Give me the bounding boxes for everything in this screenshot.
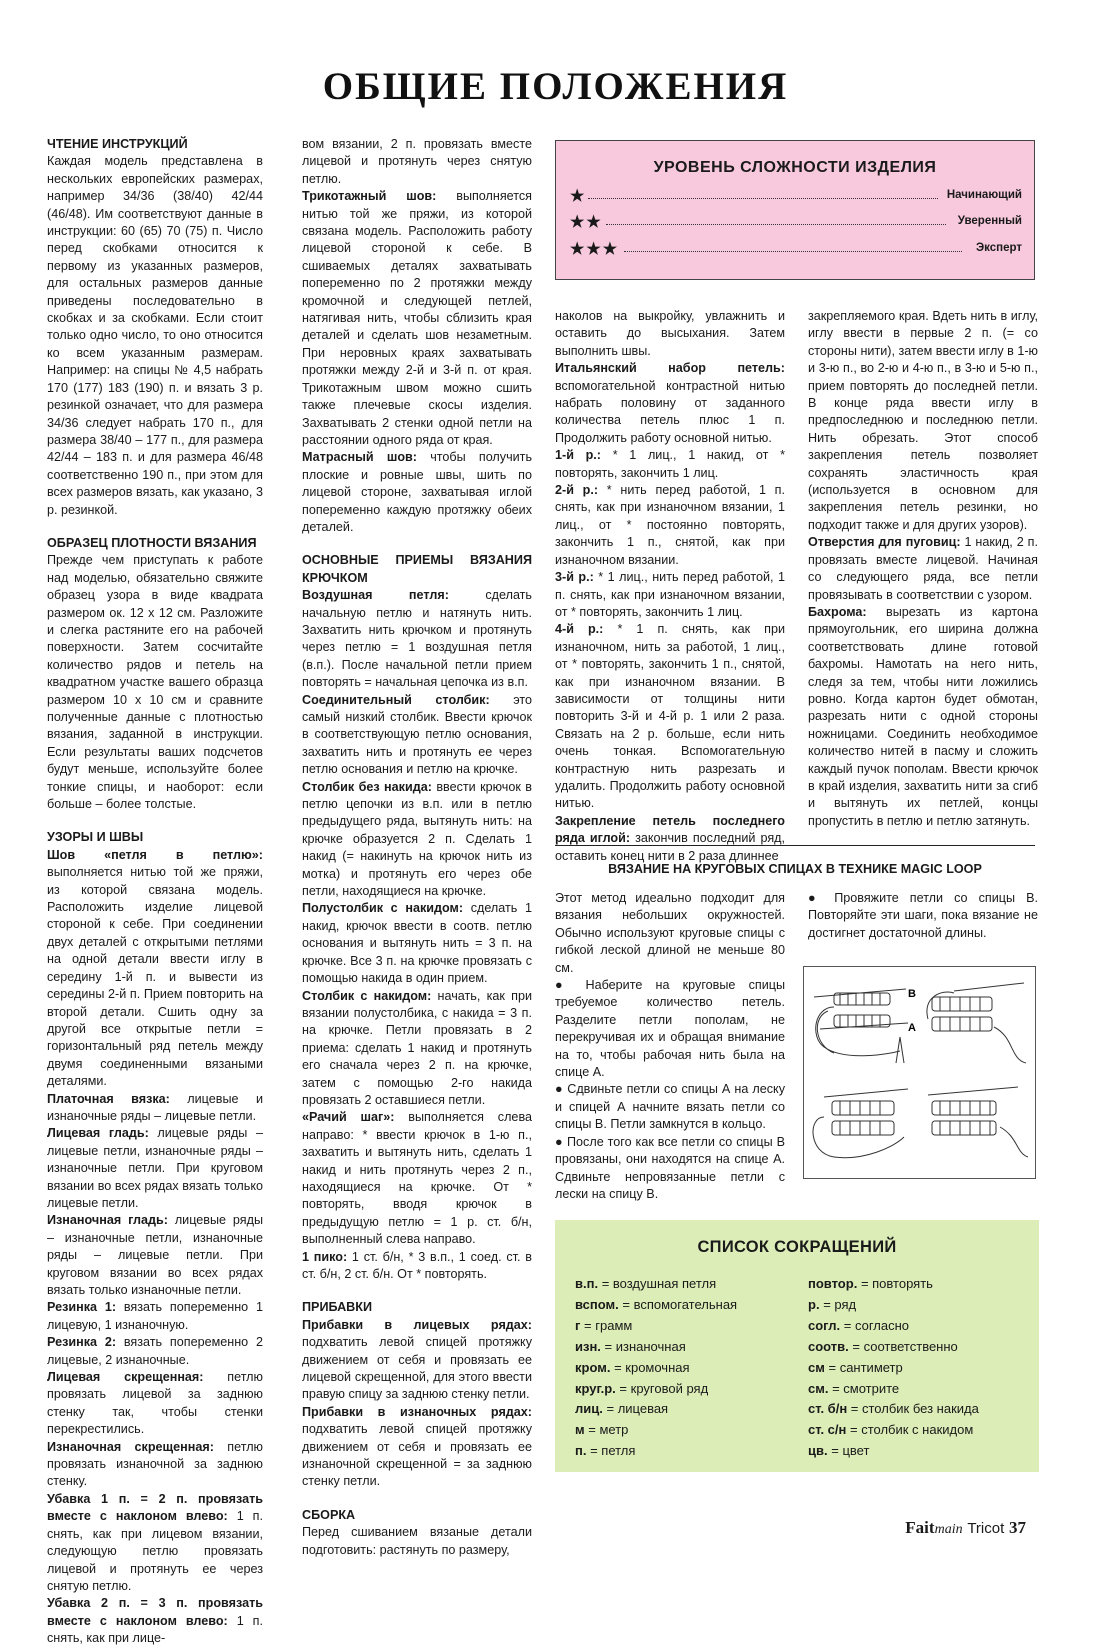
abbreviation-row: п. = петля [575,1443,636,1459]
paragraph-picot: 1 пико: 1 ст. б/н, * 3 в.п., 1 соед. ст. в ст. б/н, 2 ст. б/н. От * повторять. [302,1249,532,1281]
paragraph-gauge: Прежде чем приступать к работе над моделью, обязательно свяжите образец узора в виде квадрата размером ок. 12 х 12 см. Разложите и слегка растяните его на рабочей поверхности. Затем сосчитайте количество рядов и петель на квадратном участке вашего образца размером 10 х 10 см и сравните полученные данные с плотностью вязания, заданной в инструкции. Если результаты ваших подсчетов будут меньше, используйте более тонкие спицы, и наоборот: если больше – более толстые. [47,553,263,812]
column-3 [555,308,785,865]
abbreviation-row: м = метр [575,1422,629,1438]
paragraph-italian-cast-on: Итальянский набор петель: вспомогательной контрастной нитью набрать половину от заданного количества петель плюс 1 п. Продолжить работу основной нитью. [555,361,785,445]
abbreviation-row: вспом. = вспомогательная [575,1296,738,1312]
paragraph-row-3: 3-й р.: * 1 лиц., нить перед работой, 1 п. снять, как при изнаночном вязании, от * повторять, закончить 1 лиц. [555,570,785,619]
section-heading-patterns: УЗОРЫ И ШВЫ [47,830,144,845]
difficulty-level-box [555,140,1035,280]
paragraph-row-4: 4-й р.: * 1 п. снять, как при изнаночном, нить за работой, 1 лиц., от * повторять, закончить 1 п., снятой, как при изнаночном вязании. В зависимости от толщины нити повторить 3-й и 4-й р. 1 или 2 раза. Связать на 2 р. больше, если нить очень тонкая. Вспомогательную контрастную нить разрезать и удалить. Продолжить работу основной нитью. [555,622,786,811]
abbreviation-row: лиц. = лицевая [575,1401,669,1417]
section-heading-crochet: ОСНОВНЫЕ ПРИЕМЫ ВЯЗАНИЯ КРЮЧКОМ [302,553,532,585]
magic-loop-title: ВЯЗАНИЕ НА КРУГОВЫХ СПИЦАХ В ТЕХНИКЕ MAGIC LOOP [608,862,982,876]
paragraph-magic-step-2: ● Сдвиньте петли со спицы А на леску и спицей А начните вязать петли со спицы В. Петли замкнутся в кольцо. [555,1082,785,1132]
paragraph-reading: Каждая модель представлена в нескольких европейских размерах, например 34/36 (38/40) 42/44 (46/48). Им соответствуют данные в инструкции: 60 (65) 70 (75) п. Число перед скобками относится к первому из указанных размеров, для остальных размеров данные приведены последовательно в скобках и за скобками. Если стоит только одно число, то оно относится ко всем указанным размерам. Например: на спицы № 4,5 набрать 170 (177) 183 (190) п. и вязать 3 р. резинкой означает, что для размера 34/36 следует набрать 170 п., для размера 38/40 – 177 п., для размера 42/44 – 183 п. и для размера 46/48 соответственно 190 п., при этом для всех размеров вязать, как указано, 3 р. резинкой. [47,154,263,517]
star-icon: ★ [570,188,587,205]
paragraph-decrease-2: Убавка 2 п. = 3 п. провязать вместе с наклоном влево: 1 п. снять, как при лице- [47,1596,263,1646]
paragraph-twisted-knit: Лицевая скрещенная: петлю провязать лицевой за заднюю стенку так, чтобы стенки перекрестились. [47,1370,263,1437]
section-heading-reading: ЧТЕНИЕ ИНСТРУКЦИЙ [47,137,188,151]
difficulty-row-expert [570,240,1022,260]
abbreviation-row: согл. = согласно [808,1317,910,1333]
abbreviation-row: повтор. = повторять [808,1276,933,1291]
magic-loop-left [555,890,785,1203]
paragraph-rib-1: Резинка 1: вязать попеременно 1 лицевую, 1 изнаночную. [47,1300,263,1332]
magazine-logo-main: main [934,1522,963,1537]
needle-a-label: A [908,1022,916,1034]
abbreviation-row: в.п. = воздушная петля [575,1276,717,1291]
difficulty-level-title: УРОВЕНЬ СЛОЖНОСТИ ИЗДЕЛИЯ [653,159,937,176]
paragraph-slip-stitch: Соединительный столбик: это самый низкий столбик. Ввести крючок в соответствующую петлю основания, захватить нить и протянуть ее через петлю основания и петлю на крючке. [302,692,532,777]
paragraph-magic-step-3: ● После того как все петли со спицы В провязаны, они находятся на спице А. Сдвиньте непровязанные петли с лески на спицу В. [555,1134,785,1201]
paragraph-buttonholes: Отверстия для пуговиц: 1 накид, 2 п. провязать вместе лицевой. Начиная со следующего ряда, все петли провязывать в соответствии с узором. [808,535,1038,602]
abbreviations-title: СПИСОК СОКРАЩЕНИЙ [697,1238,897,1256]
difficulty-row-confident [570,213,1022,233]
difficulty-row-beginner [570,187,1022,207]
divider [555,845,1035,846]
paragraph-decrease-1: Убавка 1 п. = 2 п. провязать вместе с наклоном влево: 1 п. снять, как при лицевом вязании, следующую петлю провязать лицевой и протянуть ее через снятую петлю. [47,1491,263,1593]
paragraph-seam: Шов «петля в петлю»: выполняется нитью той же пряжи, из которой связана модель. Расположить изделие лицевой стороной к себе. При соединении двух деталей с открытыми петлями на одной детали ввести иглу в середину 1-й п. и вывести из середины 2-й п. Прием повторить на второй детали. Сшить одну за другой все открытые петли = горизонтальный ряд петель между двумя соединенными вязаными деталями. [47,847,263,1089]
section-heading-increases: ПРИБАВКИ [302,1300,373,1315]
paragraph-increase-knit: Прибавки в лицевых рядах: подхватить левой спицей протяжку движением от себя и провязать ее лицевой скрещенной, для этого ввести правую спицу за заднюю стенку петли. [302,1317,532,1402]
difficulty-label: Начинающий [946,189,1022,201]
star-icon: ★★★ [570,241,620,258]
section-heading-assembly: СБОРКА [302,1507,356,1522]
abbreviations-box [555,1220,1039,1472]
abbreviation-row: р. = ряд [808,1296,857,1312]
star-icon: ★★ [570,214,603,231]
page-number: 37 [1009,1518,1026,1537]
paragraph-fringe: Бахрома: вырезать из картона прямоугольник, его ширина должна соответствовать длине готовой бахромы. Намотать на него нить, следя за тем, чтобы нити ложились ровно. Когда картон будет обмотан, разрезать нити с одной стороны ножницами. Соединить необходимое количество нитей в пасму и сложить каждый пучок пополам. Ввести крючок в край изделия, захватить нити за сгиб и вытянуть их петлей, концы пропустить в петлю и петлю затянуть. [808,604,1038,828]
paragraph-chain: Воздушная петля: сделать начальную петлю и натянуть нить. Захватить нить крючком и протянуть через петлю = 1 воздушная петля (в.п.). После начальной петли прием повторять = начальная цепочка из в.п. [302,588,532,690]
paragraph-continuation: наколов на выкройку, увлажнить и оставить до высыхания. Затем выполнить швы. [555,309,785,358]
abbreviation-row: цв. = цвет [808,1443,870,1459]
abbreviation-row: см. = смотрите [808,1380,900,1396]
column-4 [808,308,1038,830]
paragraph-mattress-seam: Матрасный шов: чтобы получить плоские и ровные швы, шить по лицевой стороне, захватывая иглой попеременно каждую протяжку обеих деталей. [302,450,533,534]
abbreviation-row: ст. с/н = столбик с накидом [808,1422,974,1438]
column-1 [47,136,263,1648]
paragraph-magic-step-1: ● Наберите на круговые спицы требуемое количество петель. Разделите петли пополам, не перекручивая их и обращая внимание на то, чтобы рабочая нить была на спице А. [555,978,785,1080]
paragraph-knit-seam: Трикотажный шов: выполняется нитью той же пряжи, из которой связана модель. Расположить работу лицевой стороной к себе. В сшиваемых деталях захватывать попеременно по 2 протяжки между кромочной и следующей петлей, натягивая нить, чтобы сблизить края деталей и сделать шов незаметным. При неровных краях захватывать протяжки между 2-й и 3-й п. от края. Трикотажным швом можно сшить также плечевые скосы изделия. Захватывать 2 стенки одной петли на расстоянии одного ряда от края. [302,189,532,447]
abbreviation-row: кром. = кромочная [575,1359,690,1375]
paragraph-half-double: Полустолбик с накидом: сделать 1 накид, крючок ввести в соотв. петлю основания и вытянуть нить = 3 п. на крючке. Все 3 п. на крючке провязать с помощью накида в один прием. [302,901,533,986]
paragraph-single-crochet: Столбик без накида: ввести крючок в петлю цепочки из в.п. или в петлю предыдущего ряда, вытянуть нить: на крючке образуется 2 п. Сделать 1 накид (= накинуть на крючок нить из мотка) и протянуть его через обе петли, находящиеся на крючке. [302,779,532,899]
paragraph-assembly: Перед сшиванием вязаные детали подготовить: растянуть по размеру, [302,1525,532,1557]
paragraph-increase-purl: Прибавки в изнаночных рядах: подхватить левой спицей протяжку движением от себя и провязать ее изнаночной скрещенной = за заднюю стенку петли. [302,1404,532,1489]
magic-loop-right [808,890,1038,942]
abbreviation-row: ст. б/н = столбик без накида [808,1401,979,1417]
abbreviation-row: изн. = изнаночная [575,1338,686,1354]
page-footer [905,1518,1026,1538]
page-title: ОБЩИЕ ПОЛОЖЕНИЯ [322,65,789,108]
paragraph-bind-off-needle: Закрепление петель последнего ряда иглой: закончив последний ряд, оставить конец нити в 2 раза длиннее [555,813,785,863]
magic-loop-drawing [804,967,1035,1178]
abbreviation-row: г = грамм [575,1317,633,1333]
column-2 [302,136,532,1559]
magic-loop-illustration [803,966,1036,1179]
paragraph-twisted-purl: Изнаночная скрещенная: петлю провязать изнаночной за заднюю стенку. [47,1439,263,1489]
paragraph-magic-step-4: ● Провяжите петли со спицы В. Повторяйте эти шаги, пока вязание не достигнет достаточной длины. [808,891,1038,940]
paragraph-reverse-stockinette: Изнаночная гладь: лицевые ряды – изнаночные петли, изнаночные ряды – лицевые петли. При круговом вязании во всех рядах вязать только изнаночные петли. [47,1213,263,1297]
paragraph-stockinette: Лицевая гладь: лицевые ряды – лицевые петли, изнаночные ряды – изнаночные петли. При круговом вязании во всех рядах вязать только лицевые петли. [47,1126,263,1210]
paragraph-garter: Платочная вязка: лицевые и изнаночные ряды – лицевые петли. [47,1091,263,1123]
paragraph-double-crochet: Столбик с накидом: начать, как при вязании полустолбика, с накида = 3 п. на крючке. Петли провязать в 2 приема: сделать 1 накид и протянуть его сначала через 2 п. на крючке, затем с помощью 2-го накида провязать 2 оставшиеся петли. [302,988,532,1107]
needle-b-label: B [908,988,916,1000]
paragraph-magic-intro: Этот метод идеально подходит для вязания небольших окружностей. Обычно используют круговые спицы с гибкой леской длиной не меньше 80 см. [555,891,785,975]
magazine-logo-fait: Fait [905,1518,935,1537]
paragraph-rib-2: Резинка 2: вязать попеременно 2 лицевые, 2 изнаночные. [47,1335,263,1367]
abbreviation-row: круг.р. = круговой ряд [575,1380,709,1396]
difficulty-label: Эксперт [975,242,1022,254]
section-heading-gauge: ОБРАЗЕЦ ПЛОТНОСТИ ВЯЗАНИЯ [47,535,257,550]
abbreviation-row: см = сантиметр [808,1359,903,1375]
abbreviation-row: соотв. = соответственно [808,1338,958,1354]
paragraph-row-2: 2-й р.: * нить перед работой, 1 п. снять, как при изнаночном вязании, 1 лиц., от * постоянно повторять, закончить 1 п., снятой, как при изнаночном вязании. [555,483,785,567]
abbreviations-left [575,1274,737,1462]
paragraph-crab-stitch: «Рачий шаг»: выполняется слева направо: * ввести крючок в 1-ю п., захватить и вытянуть нить, сделать 1 накид и нить протянуть через 2 п., находящиеся на крючке. От * повторять, вводя крючок в предыдущую петлю = 1 р. ст. б/н, выполненный слева направо. [302,1110,532,1247]
paragraph-continuation: вом вязании, 2 п. провязать вместе лицевой и протянуть через снятую петлю. [302,137,532,186]
difficulty-label: Уверенный [957,215,1022,227]
magazine-logo-tricot: Tricot [967,1520,1005,1537]
abbreviations-right [808,1274,979,1462]
paragraph-continuation: закрепляемого края. Вдеть нить в иглу, иглу ввести в первые 2 п. (= со стороны нити), затем ввести иглу в 1-ю и 3-ю п., во 2-ю и 4-ю п., в 3-ю и 5-ю п., прием повторять до последней петли. В конце ряда ввести иглу в предпоследнюю и последнюю петли. Нить обрезать. Этот способ закрепления петель позволяет сохранять эластичность края (используется в основном для закрепления петель резинки, но подходит также и для других узоров). [808,309,1038,532]
paragraph-row-1: 1-й р.: * 1 лиц., 1 накид, от * повторять, закончить 1 лиц. [555,448,786,480]
